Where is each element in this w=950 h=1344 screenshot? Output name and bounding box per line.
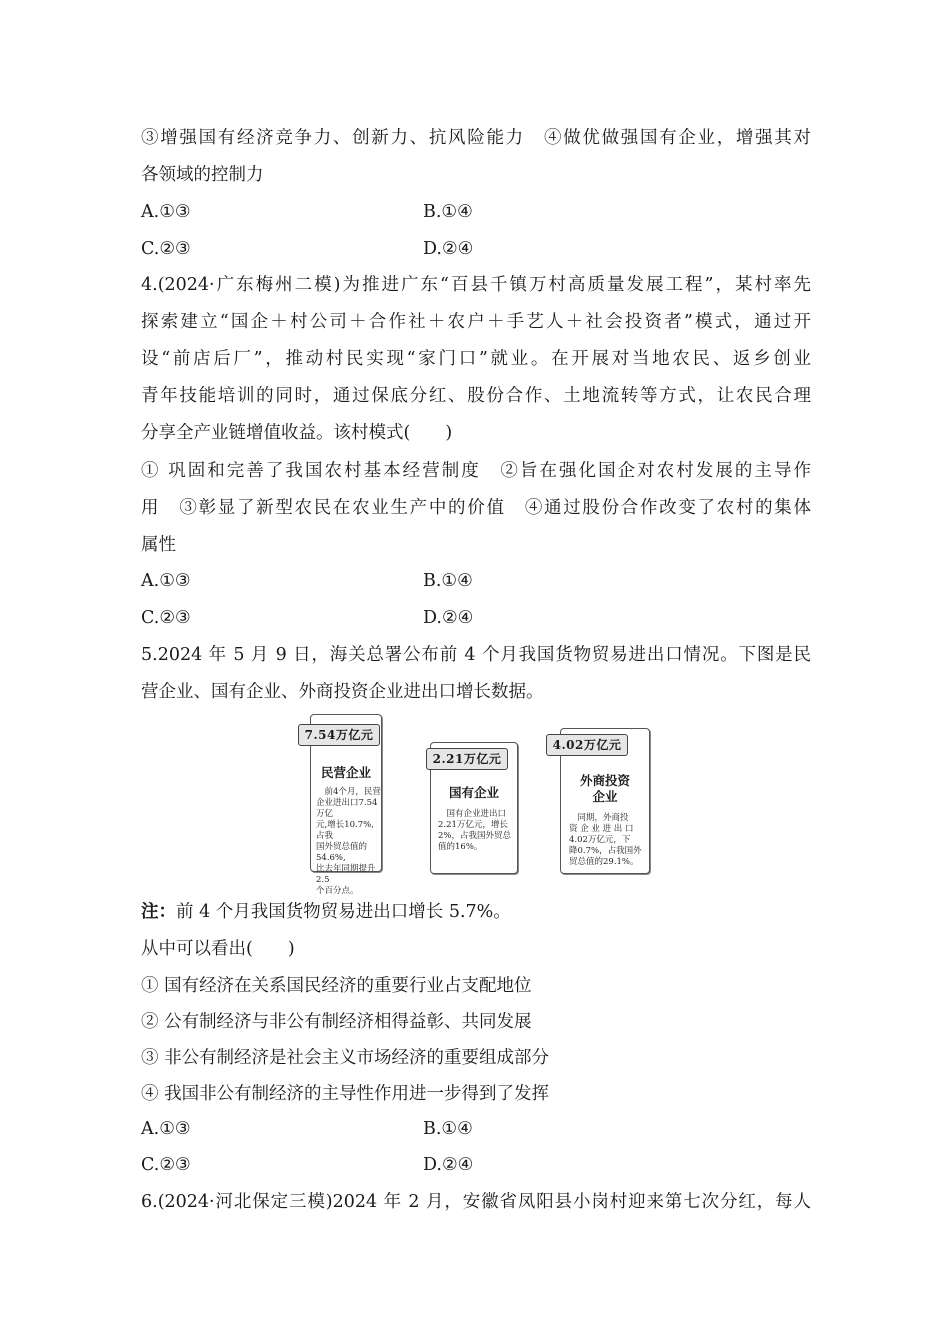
q4-option-d: D.②④ — [423, 608, 474, 628]
q5-option-a: A.①③ — [141, 1119, 191, 1139]
q5-note — [141, 900, 511, 924]
q4-stem-line-3: 设“前店后厂”，推动村民实现“家门口”就业。在开展对当地农民、返乡创业 — [141, 349, 811, 369]
q3-option-c: C.②③ — [141, 239, 191, 259]
q4-statement-line-2: 用 ③彰显了新型农民在农业生产中的价值 ④通过股份合作改变了农村的集体 — [141, 498, 811, 518]
q5-statement-2: ② 公有制经济与非公有制经济相得益彰、共同发展 — [141, 1012, 532, 1032]
note-text: 前 4 个月我国货物贸易进出口增长 5.7%。 — [176, 902, 511, 922]
q3-statement-line-2: 各领域的控制力 — [141, 165, 264, 185]
q4-option-b: B.①④ — [423, 571, 473, 591]
private-enterprise-amount: 7.54万亿元 — [298, 724, 380, 746]
q6-stem-line-1: 6.(2024·河北保定三模)2024 年 2 月，安徽省凤阳县小岗村迎来第七次分红，每人 — [141, 1192, 811, 1212]
card-title: 民营企业 — [320, 765, 371, 780]
q3-statement-line-1: ③增强国有经济竞争力、创新力、抗风险能力 ④做优做强国有企业，增强其对 — [141, 128, 811, 148]
state-owned-enterprise-amount: 2.21万亿元 — [426, 748, 508, 770]
note-label: 注： — [141, 902, 176, 922]
q5-stem-line-2: 营企业、国有企业、外商投资企业进出口增长数据。 — [141, 682, 544, 702]
q5-option-c: C.②③ — [141, 1155, 191, 1175]
q4-statement-line-3: 属性 — [141, 535, 176, 555]
q5-statement-4: ④ 我国非公有制经济的主导性作用进一步得到了发挥 — [141, 1084, 550, 1104]
q3-option-d: D.②④ — [423, 239, 474, 259]
q5-option-b: B.①④ — [423, 1119, 473, 1139]
trade-figure — [296, 712, 652, 896]
q5-statement-1: ① 国有经济在关系国民经济的重要行业占支配地位 — [141, 976, 532, 996]
card-body: 前4个月，民营 企业进出口7.54万亿 元,增长10.7%,占我 国外贸总值的54.6%, 比去年同期提升2.5 个百分点。 — [316, 787, 381, 896]
card-title: 外商投资 企业 — [579, 773, 630, 804]
card-body: 国有企业进出口 2.21万亿元，增长 2%，占我国外贸总 值的16%。 — [438, 809, 511, 852]
q5-question: 从中可以看出( ) — [141, 939, 295, 959]
q5-stem-line-1: 5.2024 年 5 月 9 日，海关总署公布前 4 个月我国货物贸易进出口情况。下图是民 — [141, 645, 811, 665]
q4-option-a: A.①③ — [141, 571, 191, 591]
card-title: 国有企业 — [448, 785, 499, 800]
q5-statement-3: ③ 非公有制经济是社会主义市场经济的重要组成部分 — [141, 1048, 550, 1068]
q5-option-d: D.②④ — [423, 1155, 474, 1175]
q3-option-b: B.①④ — [423, 202, 473, 222]
foreign-invested-enterprise-amount: 4.02万亿元 — [546, 734, 628, 756]
q4-stem-line-5: 分享全产业链增值收益。该村模式( ) — [141, 423, 453, 443]
q4-statement-line-1: ① 巩固和完善了我国农村基本经营制度 ②旨在强化国企对农村发展的主导作 — [141, 461, 811, 481]
q4-stem-line-4: 青年技能培训的同时，通过保底分红、股份合作、土地流转等方式，让农民合理 — [141, 386, 811, 406]
q4-stem-line-1: 4.(2024·广东梅州二模)为推进广东“百县千镇万村高质量发展工程”，某村率先 — [141, 275, 811, 295]
q4-stem-line-2: 探索建立“国企＋村公司＋合作社＋农户＋手艺人＋社会投资者”模式，通过开 — [141, 312, 811, 332]
q3-option-a: A.①③ — [141, 202, 191, 222]
card-body: 同期，外商投 资 企 业 进 出 口 4.02万亿元，下 降0.7%，占我国外 贸总值的29.1%。 — [569, 813, 642, 867]
q4-option-c: C.②③ — [141, 608, 191, 628]
